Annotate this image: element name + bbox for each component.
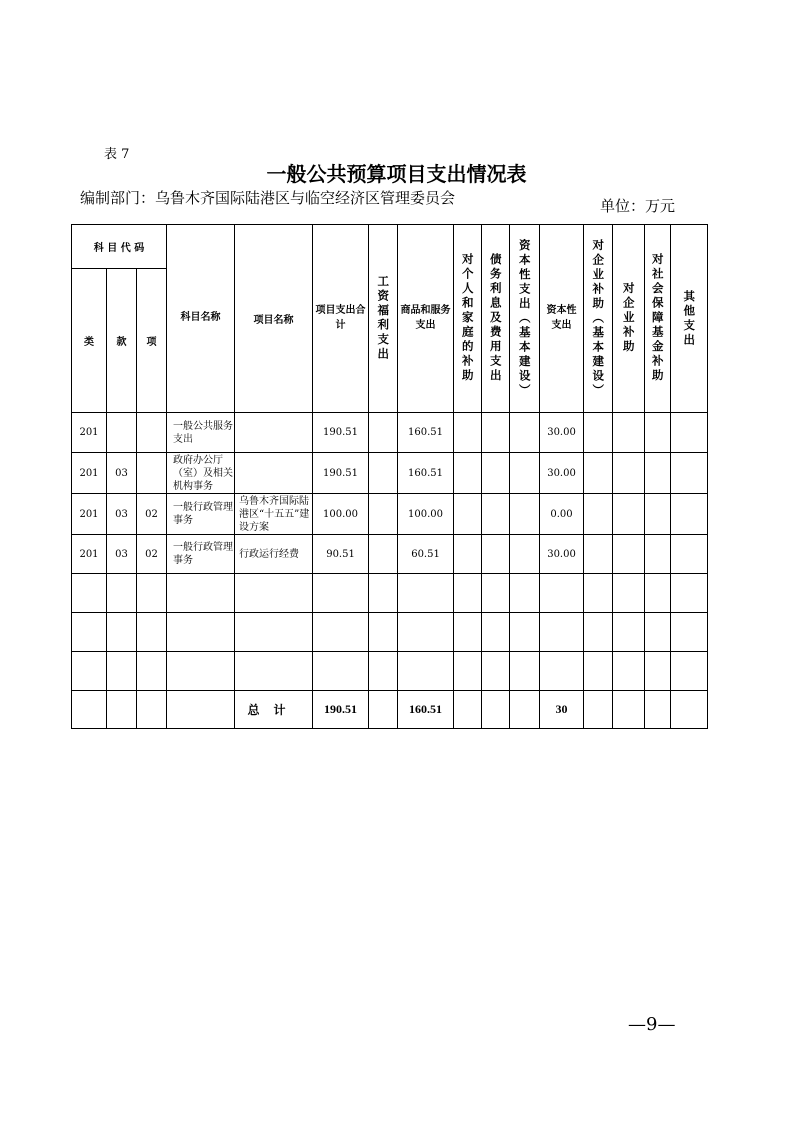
totals-total: 190.51 — [313, 691, 369, 729]
goods-header: 商品和服务支出 — [398, 225, 454, 413]
capital-header: 资本性支出 — [540, 225, 584, 413]
table-row: 201 03 政府办公厅（室）及相关机构事务 190.51 160.51 30.00 — [72, 453, 708, 494]
enterprise-base-header: 对企业补助（基本建设） — [584, 225, 613, 413]
subject-name-header: 科目名称 — [167, 225, 235, 413]
wages-header: 工资福利支出 — [369, 225, 398, 413]
page-number: —9— — [628, 1014, 676, 1035]
social-header: 对社会保障基金补助 — [645, 225, 671, 413]
table-row: 201 一般公共服务支出 190.51 160.51 30.00 — [72, 413, 708, 453]
debt-header: 债务利息及费用支出 — [482, 225, 510, 413]
totals-label: 总计 — [235, 691, 313, 729]
table-number: 表 7 — [104, 147, 130, 162]
project-name-header: 项目名称 — [235, 225, 313, 413]
total-header: 项目支出合计 — [313, 225, 369, 413]
kuan-header: 款 — [107, 269, 137, 413]
unit-label: 单位：万元 — [599, 197, 675, 215]
table-row: 201 03 02 一般行政管理事务 行政运行经费 90.51 60.51 30.00 — [72, 535, 708, 574]
budget-table — [71, 224, 708, 729]
code-group-header: 科 目 代 码 — [72, 225, 167, 269]
empty-row — [72, 574, 708, 613]
other-header: 其他支出 — [671, 225, 708, 413]
enterprise-header: 对企业补助 — [613, 225, 645, 413]
totals-capital: 30 — [540, 691, 584, 729]
empty-row — [72, 652, 708, 691]
xiang-header: 项 — [137, 269, 167, 413]
lei-header: 类 — [72, 269, 107, 413]
capital-base-header: 资本性支出（基本建设） — [510, 225, 540, 413]
totals-row — [72, 691, 708, 729]
personal-header: 对个人和家庭的补助 — [454, 225, 482, 413]
empty-row — [72, 613, 708, 652]
totals-goods: 160.51 — [398, 691, 454, 729]
document-title: 一般公共预算项目支出情况表 — [266, 162, 527, 186]
table-row: 201 03 02 一般行政管理事务 乌鲁木齐国际陆港区“十五五”建设方案 100.00 100.00 0.00 — [72, 494, 708, 535]
organization-label: 编制部门：乌鲁木齐国际陆港区与临空经济区管理委员会 — [80, 189, 456, 207]
